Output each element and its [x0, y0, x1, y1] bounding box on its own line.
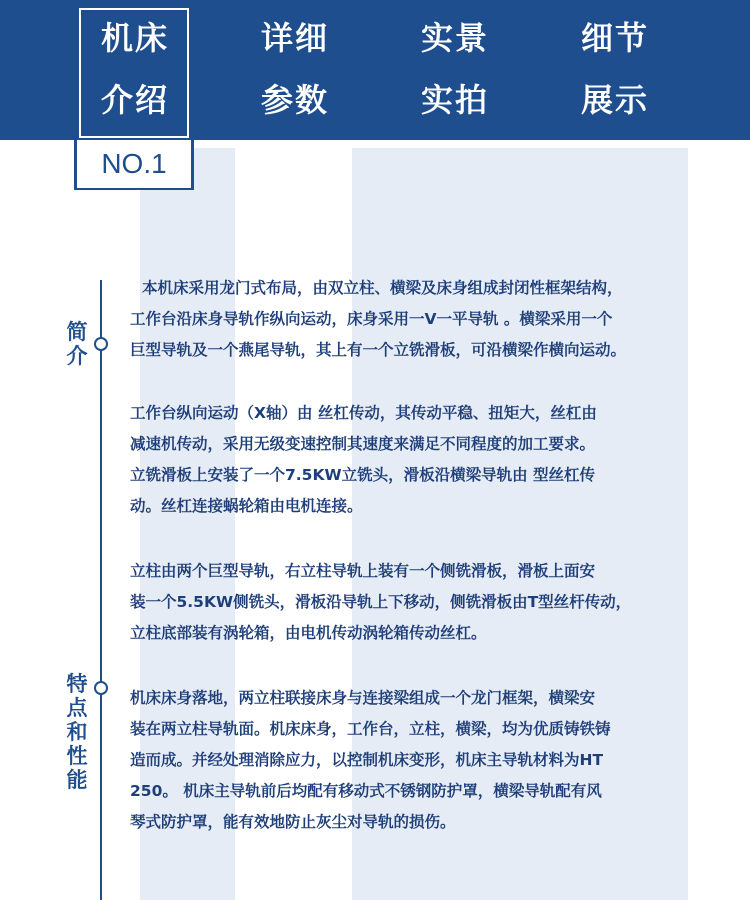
- intro-paragraph-2: 工作台纵向运动（X轴）由 丝杠传动，其传动平稳、扭矩大，丝杠由 减速机传动，采用无级变速控制其速度来满足不同程度的加工要求。 立铣滑板上安装了一个7.5KW立铣头，滑板沿横梁导轨由 型丝杠传 动。丝杠连接蜗轮箱由电机连接。: [130, 404, 597, 515]
- tab-label-line1: 细节: [580, 19, 649, 57]
- features-paragraph: 机床床身落地，两立柱联接床身与连接梁组成一个龙门框架，横梁安 装在两立柱导轨面。机床床身，工作台，立柱，横梁，均为优质铸铁铸 造而成。并经处理消除应力，以控制机床变形，机床主导轨材料为HT 250。 机床主导轨前后均配有移动式不锈钢防护罩，横梁导轨配有风 琴式防护罩，能有效地防止灰尘对导轨的损伤。: [130, 689, 611, 831]
- tab-real-photos[interactable]: [390, 18, 520, 120]
- features-label: 特 点 和 性 能: [66, 672, 88, 792]
- tab-label-line2: 实拍: [420, 81, 489, 119]
- tab-detail-display[interactable]: [550, 18, 680, 120]
- intro-paragraph-1: 本机床采用龙门式布局，由双立柱、横梁及床身组成封闭性框架结构， 工作台沿床身导轨作纵向运动，床身采用一V一平导轨 。横梁采用一个 巨型导轨及一个燕尾导轨，其上有一个立铣滑板，可沿横梁作横向运动。: [130, 279, 627, 359]
- tab-label-line1: 详细: [260, 19, 329, 57]
- tab-machine-intro[interactable]: [70, 18, 200, 120]
- tab-label-line2: 介绍: [100, 81, 169, 119]
- timeline-dot-icon: [94, 337, 108, 351]
- tab-label-line1: 机床: [100, 19, 169, 57]
- timeline-line: [100, 280, 102, 900]
- intro-label: 简 介: [66, 320, 88, 368]
- intro-paragraph-3: 立柱由两个巨型导轨，右立柱导轨上装有一个侧铣滑板，滑板上面安 装一个5.5KW侧铣头，滑板沿导轨上下移动，侧铣滑板由T型丝杆传动， 立柱底部装有涡轮箱，由电机传动涡轮箱传动丝杠。: [130, 562, 632, 642]
- tab-label-line1: 实景: [420, 19, 489, 57]
- timeline-dot-icon: [94, 681, 108, 695]
- tab-label-line2: 展示: [580, 81, 649, 119]
- tab-label-line2: 参数: [260, 81, 329, 119]
- tab-detailed-params[interactable]: [230, 18, 360, 120]
- section-number-badge: NO.1: [77, 140, 191, 188]
